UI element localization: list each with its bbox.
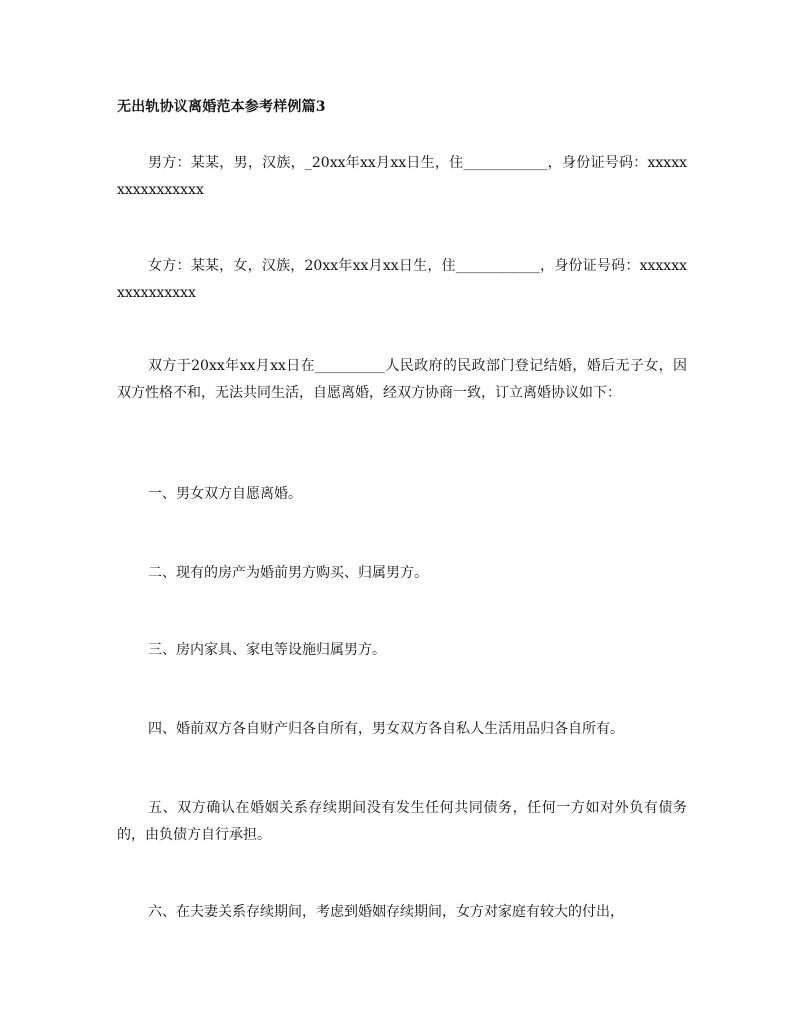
paragraph-clause-4: 四、婚前双方各自财产归各自所有，男女双方各自私人生活用品归各自所有。 [148,721,624,737]
paragraph-wife-info: 女方：某某，女，汉族，20xx年xx月xx日生，住____________，身份证号码：xxxxxxxxxxxxxxxx [117,258,687,301]
paragraph-clause-5: 五、双方确认在婚姻关系存续期间没有发生任何共同债务，任何一方如对外负有债务的，由负债方自行承担。 [117,800,687,843]
paragraph-clause-1: 一、男女双方自愿离婚。 [148,486,302,502]
paragraph-husband-info: 男方：某某，男，汉族，_20xx年xx月xx日生，住____________，身份证号码：xxxxxxxxxxxxxxxx [117,155,687,198]
paragraph-clause-2: 二、现有的房产为婚前男方购买、归属男方。 [148,565,428,581]
document-title: 无出轨协议离婚范本参考样例篇3 [117,99,326,115]
paragraph-marriage-statement: 双方于20xx年xx月xx日在__________人民政府的民政部门登记结婚，婚后无子女，因双方性格不和，无法共同生活，自愿离婚，经双方协商一致，订立离婚协议如下： [117,358,687,401]
paragraph-clause-6: 六、在夫妻关系存续期间，考虑到婚姻存续期间，女方对家庭有较大的付出， [148,904,624,920]
paragraph-clause-3: 三、房内家具、家电等设施归属男方。 [148,642,386,658]
